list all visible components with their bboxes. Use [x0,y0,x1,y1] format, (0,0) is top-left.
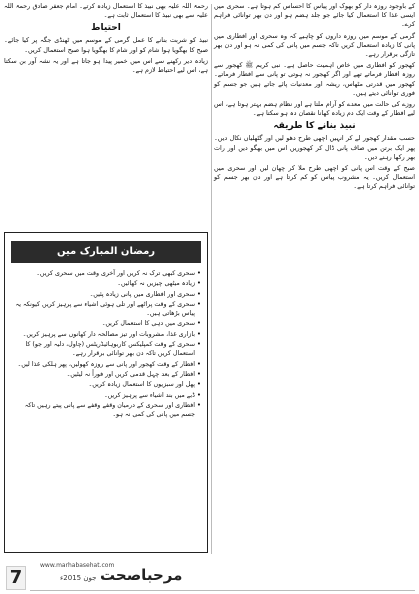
tip-item: • افطاری اور سحری کے درمیان وقفے وقفے سے پانی پیتے رہیں تاکہ جسم میں پانی کی کمی نہ ہو۔ [11,401,201,420]
right-para-5: حسب مقدار کھجور لے کر انہیں اچھی طرح دھو لیں اور گٹھلیاں نکال دیں۔ پھر ایک برتن میں صاف پانی ڈال کر کھجوریں اس میں بھگو دیں اور رات بھر رکھا رہنے دیں۔ [214,134,415,161]
left-para-2: زیادہ دیر رکھنے سے اس میں خمیر پیدا ہو جاتا ہے اور یہ نشہ آور بن سکتا ہے، اس لیے احتیاط لازم ہے۔ [4,56,208,75]
section-heading-caution: احتیاط [91,23,121,34]
ramadan-tips-box [4,232,208,553]
tip-item: • زیادہ میٹھی چیزیں نہ کھائیں۔ [11,279,201,288]
ramadan-tips-list [5,269,207,419]
right-para-6: صبح کے وقت اس پانی کو اچھی طرح ملا کر چھان لیں اور سحری میں استعمال کریں۔ یہ مشروب پیاس کو کم کرتا ہے اور دن بھر جسم کو توانائی فراہم کرتا ہے۔ [214,164,415,191]
tip-item: • افطار کے بعد چہل قدمی کریں اور فوراً نہ لیٹیں۔ [11,370,201,379]
website-url[interactable]: www.marhabasehat.com [40,562,115,569]
ramadan-box-title: رمضان المبارک میں [11,241,201,263]
section-heading-nabeez: نبیذ بنانے کا طریقہ [273,121,356,132]
page-footer [0,560,419,594]
right-para-1: کے باوجود روزہ دار کو بھوک اور پیاس کا احساس کم ہوتا ہے۔ سحری میں ایسی غذا کا استعمال کیا جائے جو جلد ہضم ہو اور دن بھر توانائی فراہم کرے۔ [214,2,415,29]
footer-divider [30,590,415,591]
right-para-3: کھجور کو افطاری میں خاص اہمیت حاصل ہے۔ نبی کریم ﷺ کھجور سے روزہ افطار فرماتے تھے اور اگر کھجور نہ ہوتی تو پانی سے افطار فرماتے۔ کھجور میں قدرتی مٹھاس، ریشہ اور معدنیات پائے جاتے ہیں جو جسم کو فوری توانائی دیتے ہیں۔ [214,61,415,97]
issue-date: جون 2015ء [60,574,97,582]
left-para-1: نبیذ کو شربت بنانے کا عمل گرمی کے موسم میں ٹھنڈی جگہ پر کیا جائے۔ صبح کا بھگویا ہوا شام کو اور شام کا بھگویا ہوا صبح استعمال کریں۔ [4,36,208,54]
right-para-2: گرمی کے موسم میں روزہ داروں کو چاہیے کہ وہ سحری اور افطاری میں پانی کا زیادہ استعمال کریں تاکہ جسم میں پانی کی کمی نہ ہو اور دن بھر تازگی برقرار رہے۔ [214,31,415,59]
tip-item: • سحری کے وقت کمپلیکس کاربوہائیڈریٹس (چاول، دلیہ اور جو) کا استعمال کریں تاکہ دن بھر توانائی برقرار رہے۔ [11,340,201,359]
tip-item: • سحری کبھی ترک نہ کریں اور آخری وقت میں سحری کریں۔ [11,269,201,278]
magazine-title: مرحباصحت [100,566,183,584]
tip-item: • سحری اور افطاری میں پانی زیادہ پئیں۔ [11,290,201,299]
tip-item: • سحری کے وقت پراٹھے اور تلی ہوئی اشیاء سے پرہیز کریں کیونکہ یہ پیاس بڑھاتی ہیں۔ [11,300,201,319]
tip-item: • پھل اور سبزیوں کا استعمال زیادہ کریں۔ [11,380,201,389]
left-top-para: رحمۃ اللہ علیہ بھی نبیذ کا استعمال زیادہ کرتے۔ امام جعفر صادق رحمۃ اللہ علیہ سے بھی نبیذ کا استعمال ثابت ہے۔ [4,2,208,20]
right-column [214,2,415,556]
tip-item: • سحری میں دہی کا استعمال کریں۔ [11,319,201,328]
page-number: 7 [6,566,26,590]
tip-item: • بازاری غذا، مشروبات اور تیز مصالحہ دار کھانوں سے پرہیز کریں۔ [11,330,201,339]
right-para-4: روزے کی حالت میں معدے کو آرام ملتا ہے اور نظام ہضم بہتر ہوتا ہے، اس لیے افطار کے وقت ایک دم زیادہ کھانا نقصان دہ ہو سکتا ہے۔ [214,100,415,118]
tip-item: • ڈبے میں بند اشیاء سے پرہیز کریں۔ [11,391,201,400]
column-divider [211,4,212,554]
tip-item: • افطار کے وقت کھجور اور پانی سے روزہ کھولیں، پھر ہلکی غذا لیں۔ [11,360,201,369]
